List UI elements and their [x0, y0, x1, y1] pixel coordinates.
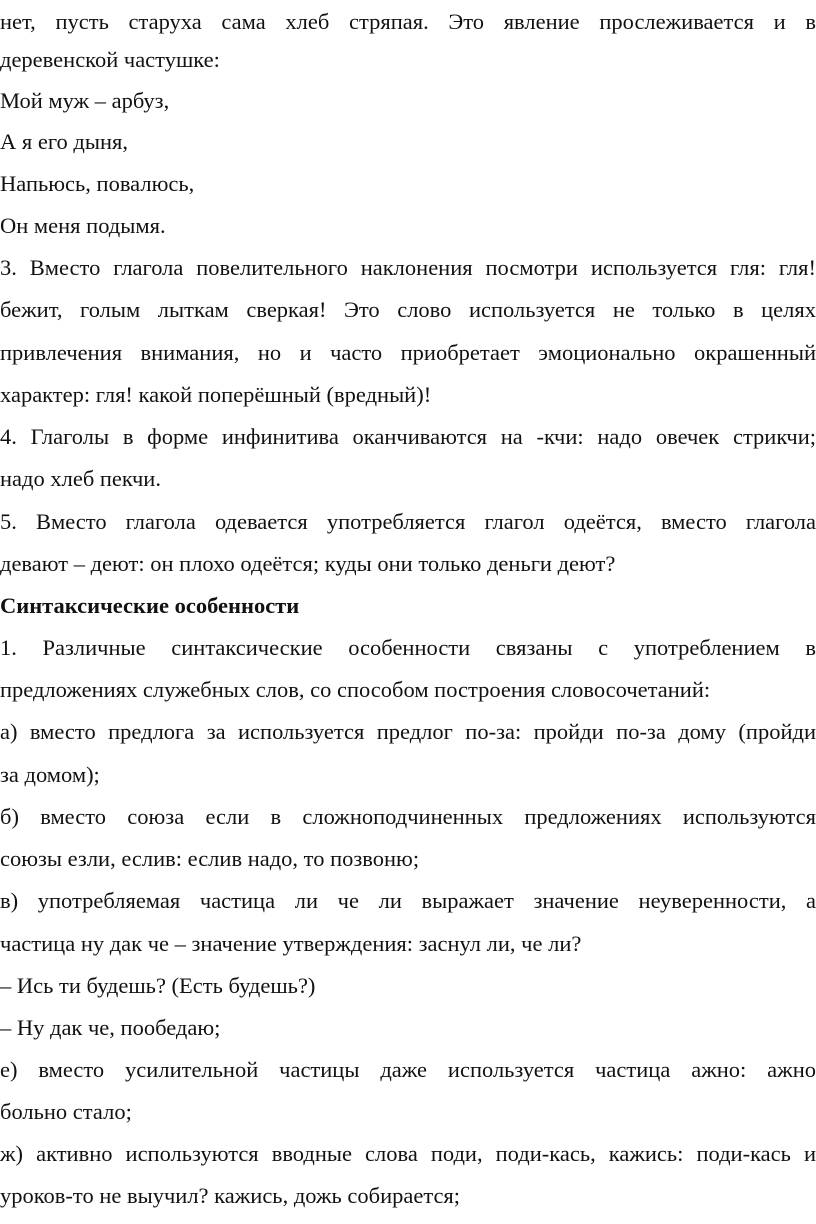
text-line: бежит, голым лыткам сверкая! Это слово используется не только в целях	[0, 297, 816, 322]
dialogue-line: – Ись ти будешь? (Есть будешь?)	[0, 973, 316, 998]
verse-line: А я его дыня,	[0, 129, 128, 154]
text-line: деревенской частушке:	[0, 47, 220, 72]
text-line: больно стало;	[0, 1099, 132, 1124]
verse-line: Он меня подымя.	[0, 213, 166, 238]
verse-line: Напьюсь, повалюсь,	[0, 171, 195, 196]
text-line: за домом);	[0, 762, 100, 787]
text-line: 3. Вместо глагола повелительного наклонения посмотри используется гля: гля!	[0, 255, 816, 280]
text-line: частица ну дак че – значение утверждения: заснул ли, че ли?	[0, 931, 582, 956]
section-heading: Синтаксические особенности	[0, 593, 300, 618]
text-line: ж) активно используются вводные слова поди, поди-кась, кажись: поди-кась и	[0, 1141, 816, 1166]
text-line: надо хлеб пекчи.	[0, 466, 161, 491]
text-line: привлечения внимания, но и часто приобретает эмоционально окрашенный	[0, 340, 816, 365]
text-line: 5. Вместо глагола одевается употребляется глагол одеётся, вместо глагола	[0, 509, 816, 534]
text-line: нет, пусть старуха сама хлеб стряпая. Это явление прослеживается и в	[0, 9, 816, 34]
text-line: союзы езли, еслив: еслив надо, то позвоню;	[0, 846, 420, 871]
text-line: в) употребляемая частица ли че ли выражает значение неуверенности, а	[0, 888, 816, 913]
verse-line: Мой муж – арбуз,	[0, 88, 170, 113]
text-line: девают – деют: он плохо одеётся; куды они только деньги деют?	[0, 551, 616, 576]
text-line: характер: гля! какой поперёшный (вредный)!	[0, 382, 432, 407]
text-line: б) вместо союза если в сложноподчиненных предложениях используются	[0, 804, 816, 829]
text-line: уроков-то не выучил? кажись, дожь собирается;	[0, 1183, 461, 1208]
text-line: 4. Глаголы в форме инфинитива оканчиваются на -кчи: надо овечек стрикчи;	[0, 424, 816, 449]
text-line: а) вместо предлога за используется предлог по-за: пройди по-за дому (пройди	[0, 719, 816, 744]
text-line: 1. Различные синтаксические особенности связаны с употреблением в	[0, 635, 816, 660]
text-line: е) вместо усилительной частицы даже используется частица ажно: ажно	[0, 1057, 816, 1082]
dialogue-line: – Ну дак че, пообедаю;	[0, 1015, 221, 1040]
text-line: предложениях служебных слов, со способом построения словосочетаний:	[0, 677, 711, 702]
